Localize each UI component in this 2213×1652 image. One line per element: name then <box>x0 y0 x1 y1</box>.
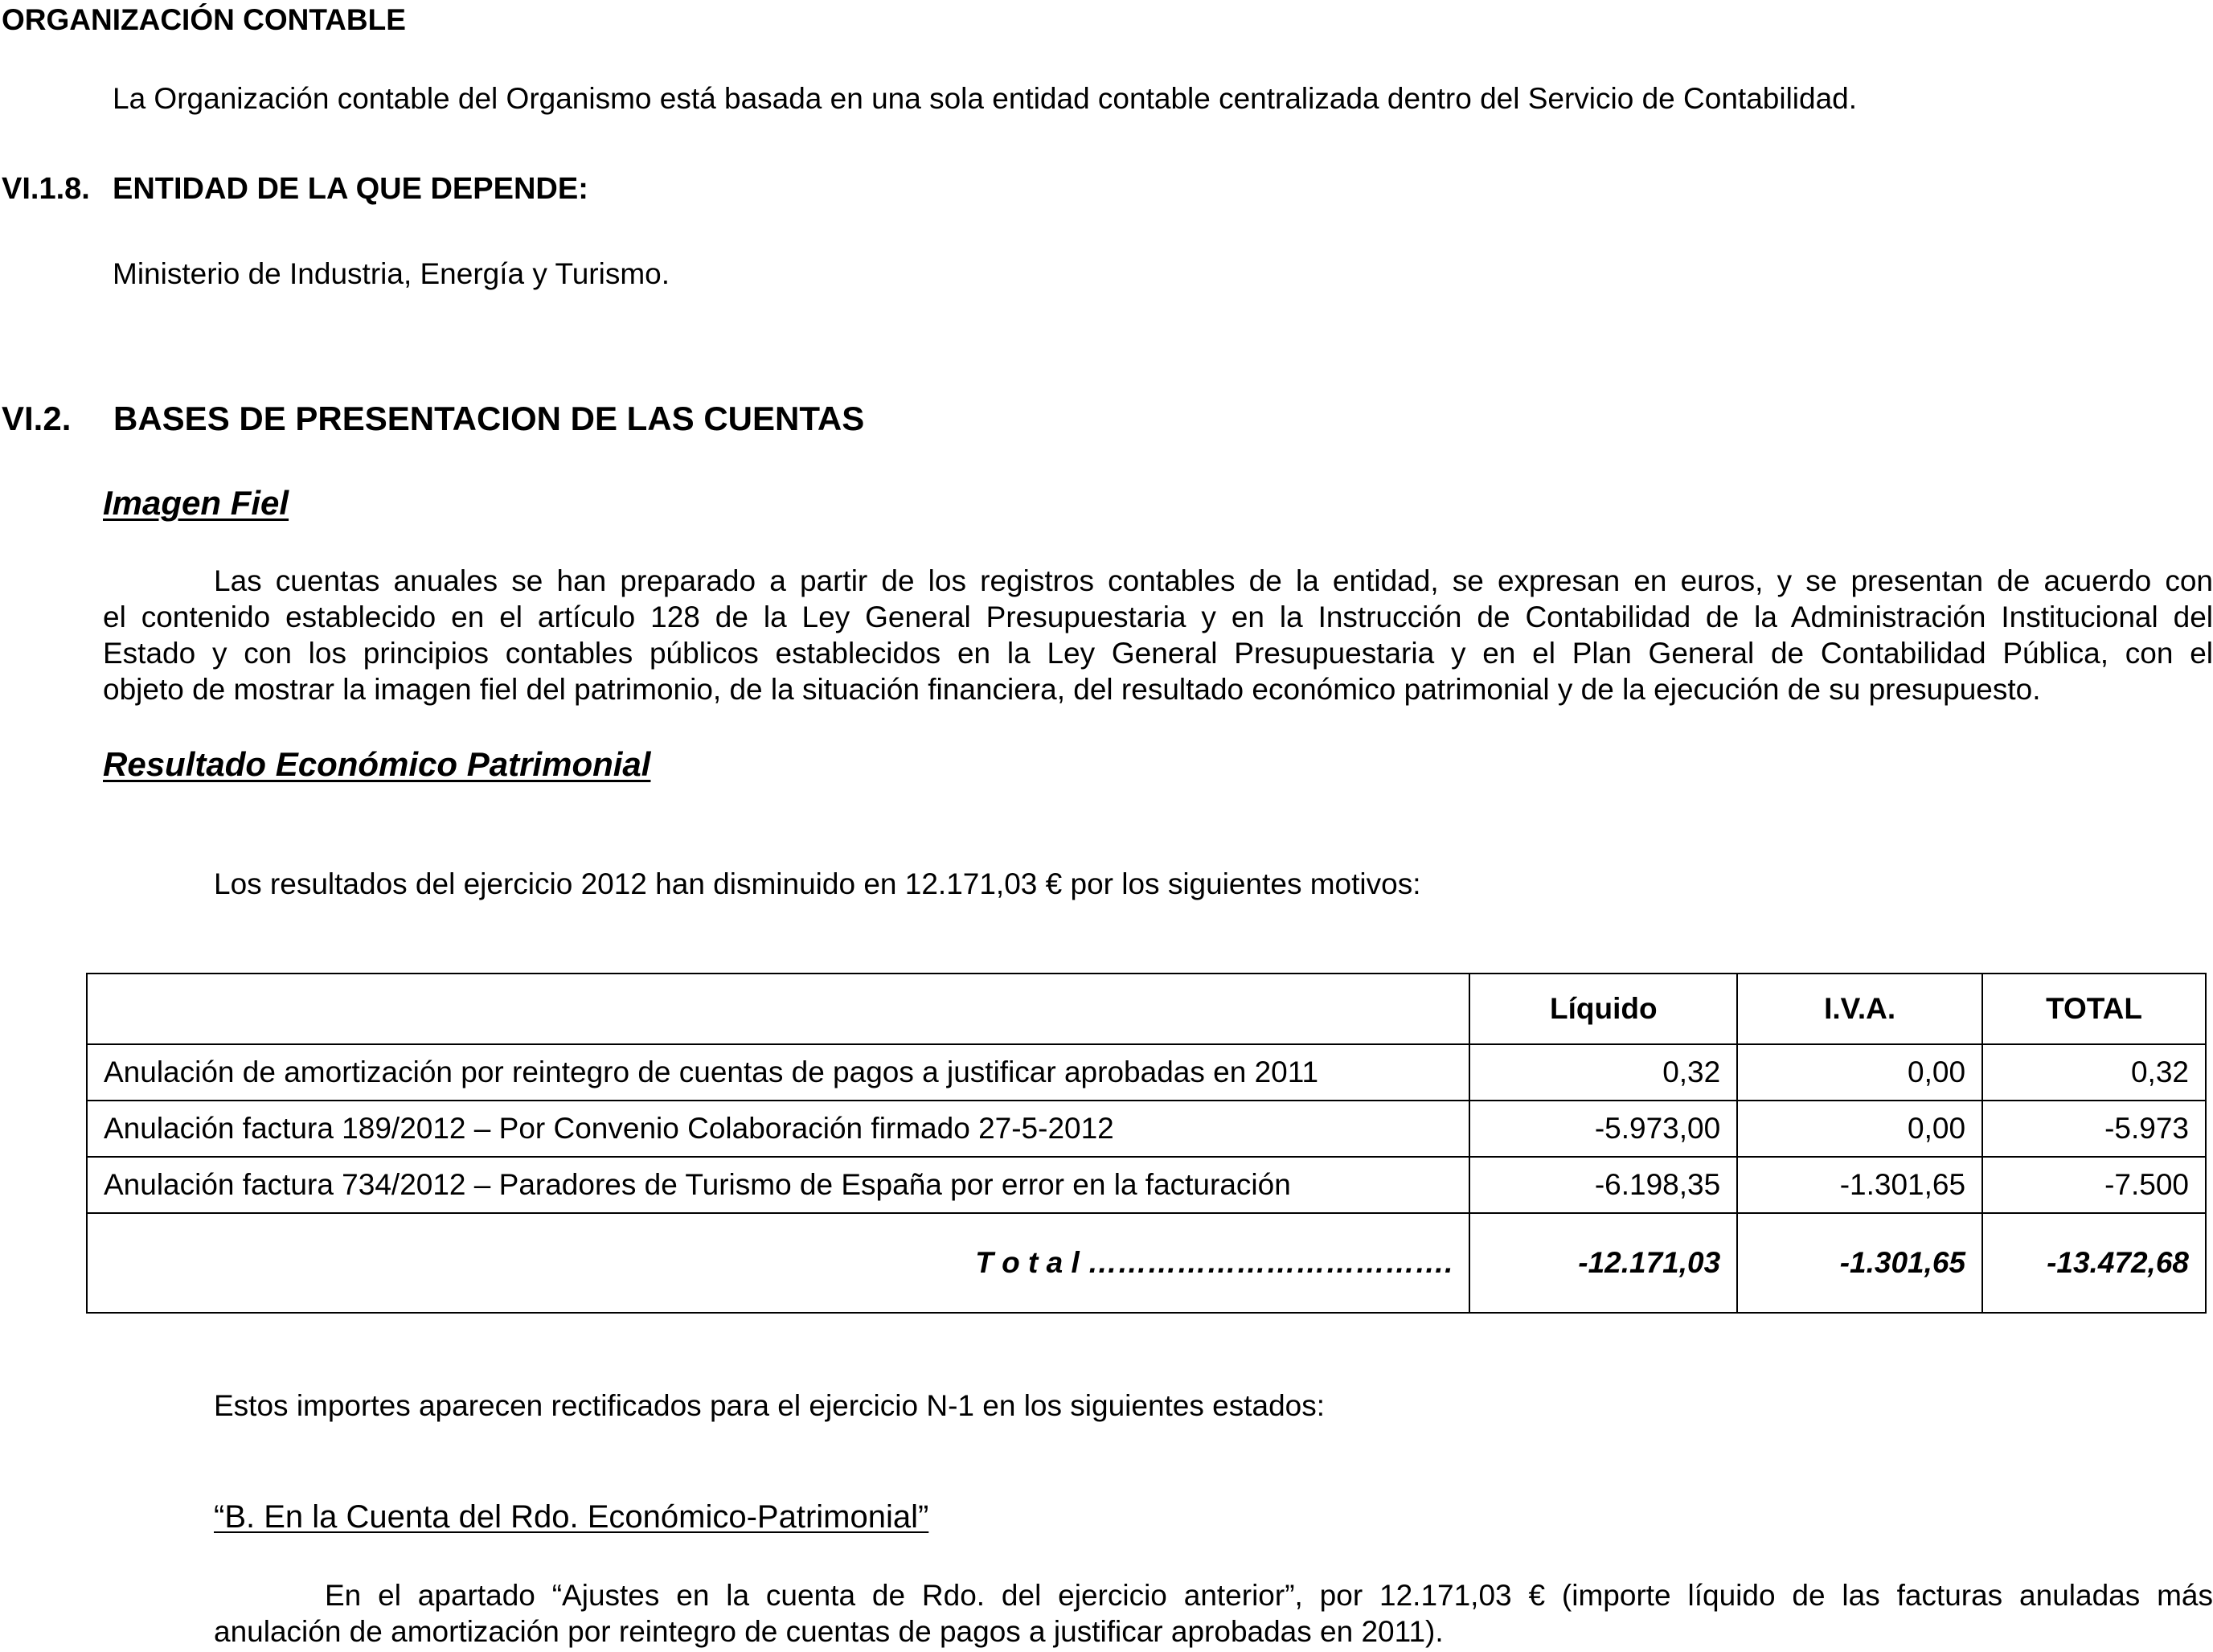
row-iva: 0,00 <box>1737 1044 1982 1101</box>
imagen-fiel-line-1: Las cuentas anuales se han preparado a partir de los registros contables de la entidad, se expresan en euros, y se presentan de acuerdo con <box>214 564 2213 597</box>
row-description: Anulación de amortización por reintegro de cuentas de pagos a justificar aprobadas en 2011 <box>87 1044 1469 1101</box>
row-description: Anulación factura 734/2012 – Paradores de Turismo de España por error en la facturación <box>87 1157 1469 1213</box>
total-liquido: -12.171,03 <box>1469 1213 1737 1313</box>
row-total: -7.500 <box>1982 1157 2206 1213</box>
row-total: 0,32 <box>1982 1044 2206 1101</box>
total-label: T o t a l ………………………………. <box>87 1213 1469 1313</box>
table-total-row <box>87 1213 2206 1313</box>
cuenta-rdo-line-1: En el apartado “Ajustes en la cuenta de Rdo. del ejercicio anterior”, por 12.171,03 € (importe líquido de las facturas anuladas más <box>325 1579 2213 1612</box>
subheading-imagen-fiel: Imagen Fiel <box>103 484 289 522</box>
table-row <box>87 1157 2206 1213</box>
organizacion-paragraph: La Organización contable del Organismo está basada en una sola entidad contable centralizada dentro del Servicio de Contabilidad. <box>113 82 1858 115</box>
rectificados-paragraph: Estos importes aparecen rectificados para el ejercicio N-1 en los siguientes estados: <box>214 1389 1326 1422</box>
section-title-618: ENTIDAD DE LA QUE DEPENDE: <box>113 172 588 206</box>
section-number-62: VI.2. <box>2 400 72 437</box>
results-table <box>86 973 2207 1314</box>
row-iva: 0,00 <box>1737 1101 1982 1157</box>
row-liquido: 0,32 <box>1469 1044 1737 1101</box>
subheading-cuenta-rdo: “B. En la Cuenta del Rdo. Económico-Patrimonial” <box>214 1499 929 1535</box>
table-header-row <box>87 974 2206 1044</box>
cuenta-rdo-line-2: anulación de amortización por reintegro de cuentas de pagos a justificar aprobadas en 2011). <box>214 1615 1444 1648</box>
section-heading-organizacion: ORGANIZACIÓN CONTABLE <box>2 3 406 36</box>
table-row <box>87 1044 2206 1101</box>
table-row <box>87 1101 2206 1157</box>
row-iva: -1.301,65 <box>1737 1157 1982 1213</box>
section-number-618: VI.1.8. <box>2 172 90 206</box>
row-total: -5.973 <box>1982 1101 2206 1157</box>
header-cell-liquido: Líquido <box>1469 974 1737 1044</box>
entidad-paragraph: Ministerio de Industria, Energía y Turismo. <box>113 257 670 290</box>
imagen-fiel-line-4: objeto de mostrar la imagen fiel del patrimonio, de la situación financiera, del resultado económico patrimonial y de la ejecución de su presupuesto. <box>103 673 2041 706</box>
subheading-resultado: Resultado Económico Patrimonial <box>103 745 651 783</box>
imagen-fiel-line-2: el contenido establecido en el artículo 128 de la Ley General Presupuestaria y en la Instrucción de Contabilidad de la Administración Institucional del <box>103 601 2213 633</box>
header-cell-iva: I.V.A. <box>1737 974 1982 1044</box>
imagen-fiel-line-3: Estado y con los principios contables públicos establecidos en la Ley General Presupuestaria y en el Plan General de Contabilidad Pública, con el <box>103 637 2213 670</box>
total-total: -13.472,68 <box>1982 1213 2206 1313</box>
total-iva: -1.301,65 <box>1737 1213 1982 1313</box>
header-cell-empty <box>87 974 1469 1044</box>
row-liquido: -5.973,00 <box>1469 1101 1737 1157</box>
row-liquido: -6.198,35 <box>1469 1157 1737 1213</box>
header-cell-total: TOTAL <box>1982 974 2206 1044</box>
section-title-62: BASES DE PRESENTACION DE LAS CUENTAS <box>113 400 865 437</box>
resultado-intro: Los resultados del ejercicio 2012 han disminuido en 12.171,03 € por los siguientes motivos: <box>214 867 1421 900</box>
row-description: Anulación factura 189/2012 – Por Convenio Colaboración firmado 27-5-2012 <box>87 1101 1469 1157</box>
